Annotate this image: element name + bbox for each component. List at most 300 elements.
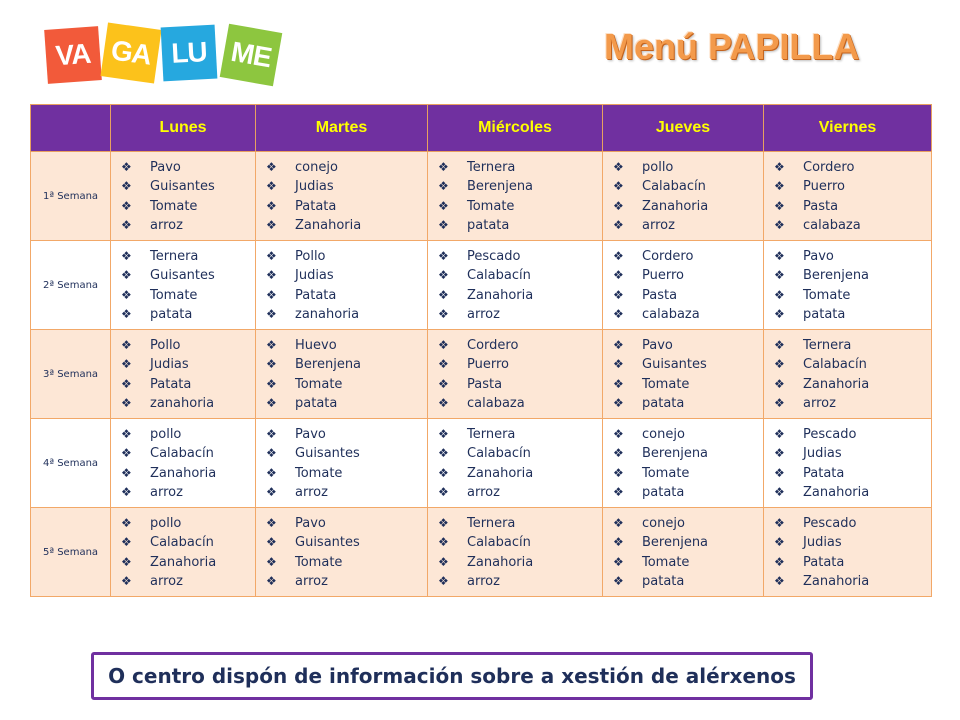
list-item (438, 375, 602, 394)
food-item-label: Tomate (150, 198, 198, 214)
four-diamond-bullet-icon: ❖ (774, 268, 785, 283)
list-item (774, 514, 931, 533)
four-diamond-bullet-icon: ❖ (613, 268, 624, 283)
four-diamond-bullet-icon: ❖ (774, 249, 785, 263)
food-item-label: Calabacín (150, 535, 214, 551)
week-label: 5ª Semana (31, 508, 111, 597)
list-item (438, 305, 602, 324)
list-item (266, 305, 427, 324)
list-item (438, 158, 602, 177)
four-diamond-bullet-icon: ❖ (438, 485, 449, 500)
list-item (613, 425, 763, 444)
list-item (613, 177, 763, 196)
four-diamond-bullet-icon: ❖ (266, 357, 277, 372)
list-item (774, 158, 931, 177)
list-item (121, 336, 255, 355)
food-list (613, 425, 763, 503)
food-item-label: Tomate (295, 465, 343, 481)
food-item-label: Zanahoria (803, 574, 870, 590)
four-diamond-bullet-icon: ❖ (774, 485, 785, 500)
food-item-label: Puerro (467, 357, 509, 373)
menu-cell (603, 419, 764, 508)
food-item-label: conejo (295, 160, 338, 175)
four-diamond-bullet-icon: ❖ (613, 338, 624, 352)
four-diamond-bullet-icon: ❖ (613, 427, 624, 441)
menu-cell (111, 241, 256, 330)
list-item (774, 197, 931, 216)
list-item (121, 247, 255, 266)
list-item (266, 158, 427, 177)
food-list (774, 425, 931, 503)
food-item-label: Guisantes (295, 446, 360, 462)
food-item-label: arroz (295, 485, 328, 501)
four-diamond-bullet-icon: ❖ (438, 268, 449, 283)
list-item (613, 444, 763, 463)
food-list (774, 247, 931, 325)
four-diamond-bullet-icon: ❖ (613, 160, 624, 174)
list-item (266, 216, 427, 235)
food-item-label: Pasta (467, 376, 503, 392)
list-item (121, 355, 255, 374)
food-item-label: Ternera (467, 160, 516, 175)
food-item-label: Pasta (642, 287, 678, 303)
food-list (266, 158, 427, 236)
four-diamond-bullet-icon: ❖ (121, 485, 132, 500)
food-list (613, 247, 763, 325)
food-list (266, 514, 427, 592)
four-diamond-bullet-icon: ❖ (121, 446, 132, 461)
list-item (266, 286, 427, 305)
list-item (613, 572, 763, 591)
list-item (121, 444, 255, 463)
food-list (774, 158, 931, 236)
four-diamond-bullet-icon: ❖ (266, 535, 277, 550)
four-diamond-bullet-icon: ❖ (774, 446, 785, 461)
list-item (774, 266, 931, 285)
food-item-label: pollo (150, 516, 182, 531)
logo-tile: GA (101, 23, 162, 84)
list-item (121, 197, 255, 216)
list-item (438, 177, 602, 196)
four-diamond-bullet-icon: ❖ (438, 198, 449, 213)
list-item (121, 177, 255, 196)
list-item (774, 336, 931, 355)
four-diamond-bullet-icon: ❖ (613, 307, 624, 322)
list-item (613, 394, 763, 413)
food-item-label: calabaza (467, 396, 525, 412)
four-diamond-bullet-icon: ❖ (121, 427, 132, 441)
food-item-label: Judias (150, 357, 189, 373)
list-item (266, 553, 427, 572)
list-item (121, 394, 255, 413)
list-item (774, 394, 931, 413)
food-list (438, 336, 602, 414)
list-item (438, 336, 602, 355)
food-item-label: Berenjena (642, 446, 709, 462)
food-item-label: Ternera (803, 338, 852, 353)
food-item-label: Pollo (150, 338, 181, 353)
food-item-label: Pavo (295, 516, 326, 531)
list-item (266, 394, 427, 413)
four-diamond-bullet-icon: ❖ (266, 465, 277, 480)
list-item (438, 444, 602, 463)
list-item (774, 553, 931, 572)
list-item (613, 305, 763, 324)
food-item-label: Calabacín (150, 446, 214, 462)
food-list (774, 336, 931, 414)
menu-table (30, 104, 932, 597)
four-diamond-bullet-icon: ❖ (774, 427, 785, 441)
four-diamond-bullet-icon: ❖ (613, 535, 624, 550)
table-row (31, 330, 932, 419)
food-item-label: Guisantes (642, 357, 707, 373)
list-item (121, 216, 255, 235)
list-item (121, 483, 255, 502)
menu-cell (111, 152, 256, 241)
four-diamond-bullet-icon: ❖ (266, 427, 277, 441)
food-item-label: Zanahoria (467, 287, 534, 303)
list-item (121, 553, 255, 572)
four-diamond-bullet-icon: ❖ (613, 376, 624, 391)
list-item (266, 464, 427, 483)
table-row (31, 419, 932, 508)
four-diamond-bullet-icon: ❖ (121, 535, 132, 550)
list-item (438, 483, 602, 502)
four-diamond-bullet-icon: ❖ (774, 198, 785, 213)
food-item-label: Ternera (467, 427, 516, 442)
food-item-label: Tomate (467, 198, 515, 214)
list-item (613, 247, 763, 266)
four-diamond-bullet-icon: ❖ (438, 535, 449, 550)
list-item (438, 533, 602, 552)
food-item-label: Zanahoria (295, 218, 362, 234)
allergen-notice-text: O centro dispón de información sobre a xestión de alérxenos (108, 664, 796, 688)
table-header-row (31, 105, 932, 152)
food-list (266, 247, 427, 325)
food-item-label: Judias (295, 179, 334, 195)
food-list (121, 247, 255, 325)
menu-cell (256, 419, 428, 508)
list-item (121, 305, 255, 324)
menu-cell (256, 330, 428, 419)
four-diamond-bullet-icon: ❖ (121, 287, 132, 302)
food-item-label: Judias (803, 446, 842, 462)
four-diamond-bullet-icon: ❖ (774, 287, 785, 302)
four-diamond-bullet-icon: ❖ (266, 218, 277, 233)
four-diamond-bullet-icon: ❖ (438, 376, 449, 391)
food-list (438, 158, 602, 236)
food-list (774, 514, 931, 592)
list-item (438, 553, 602, 572)
food-list (438, 247, 602, 325)
food-item-label: Judias (295, 268, 334, 284)
food-item-label: Calabacín (467, 535, 531, 551)
four-diamond-bullet-icon: ❖ (438, 249, 449, 263)
four-diamond-bullet-icon: ❖ (266, 179, 277, 194)
four-diamond-bullet-icon: ❖ (613, 249, 624, 263)
food-item-label: Zanahoria (642, 198, 709, 214)
food-item-label: Guisantes (295, 535, 360, 551)
list-item (774, 572, 931, 591)
four-diamond-bullet-icon: ❖ (438, 465, 449, 480)
food-item-label: Calabacín (642, 179, 706, 195)
list-item (121, 375, 255, 394)
list-item (613, 553, 763, 572)
list-item (266, 444, 427, 463)
list-item (774, 286, 931, 305)
list-item (613, 483, 763, 502)
food-item-label: Zanahoria (803, 376, 870, 392)
food-item-label: Cordero (803, 160, 855, 175)
four-diamond-bullet-icon: ❖ (613, 446, 624, 461)
four-diamond-bullet-icon: ❖ (121, 198, 132, 213)
allergen-notice (91, 652, 813, 700)
week-label: 4ª Semana (31, 419, 111, 508)
four-diamond-bullet-icon: ❖ (438, 554, 449, 569)
food-item-label: Cordero (642, 249, 694, 264)
list-item (266, 533, 427, 552)
four-diamond-bullet-icon: ❖ (121, 338, 132, 352)
list-item (266, 336, 427, 355)
four-diamond-bullet-icon: ❖ (438, 307, 449, 322)
week-label: 2ª Semana (31, 241, 111, 330)
table-row (31, 508, 932, 597)
column-header-empty (31, 105, 111, 152)
logo-tile: ME (220, 24, 283, 87)
four-diamond-bullet-icon: ❖ (266, 485, 277, 500)
list-item (774, 177, 931, 196)
four-diamond-bullet-icon: ❖ (438, 516, 449, 530)
list-item (438, 247, 602, 266)
list-item (774, 216, 931, 235)
list-item (438, 425, 602, 444)
list-item (266, 572, 427, 591)
list-item (266, 514, 427, 533)
food-item-label: arroz (467, 485, 500, 501)
four-diamond-bullet-icon: ❖ (774, 535, 785, 550)
food-item-label: patata (150, 307, 193, 323)
four-diamond-bullet-icon: ❖ (774, 396, 785, 411)
food-item-label: patata (803, 307, 846, 323)
four-diamond-bullet-icon: ❖ (613, 396, 624, 411)
list-item (121, 514, 255, 533)
list-item (121, 158, 255, 177)
four-diamond-bullet-icon: ❖ (266, 446, 277, 461)
food-item-label: Berenjena (467, 179, 534, 195)
four-diamond-bullet-icon: ❖ (613, 287, 624, 302)
food-item-label: Guisantes (150, 179, 215, 195)
logo-tile: VA (44, 26, 102, 84)
list-item (266, 247, 427, 266)
food-list (438, 425, 602, 503)
list-item (438, 355, 602, 374)
food-item-label: Berenjena (295, 357, 362, 373)
food-item-label: Pollo (295, 249, 326, 264)
four-diamond-bullet-icon: ❖ (774, 357, 785, 372)
week-label: 1ª Semana (31, 152, 111, 241)
food-item-label: Zanahoria (467, 554, 534, 570)
food-item-label: Patata (803, 465, 845, 481)
four-diamond-bullet-icon: ❖ (266, 396, 277, 411)
food-item-label: calabaza (803, 218, 861, 234)
four-diamond-bullet-icon: ❖ (774, 554, 785, 569)
column-header-jueves: Jueves (603, 105, 764, 152)
food-item-label: Patata (803, 554, 845, 570)
food-item-label: arroz (803, 396, 836, 412)
food-item-label: Berenjena (642, 535, 709, 551)
four-diamond-bullet-icon: ❖ (266, 554, 277, 569)
four-diamond-bullet-icon: ❖ (613, 218, 624, 233)
food-list (121, 425, 255, 503)
menu-cell (764, 419, 932, 508)
four-diamond-bullet-icon: ❖ (774, 516, 785, 530)
four-diamond-bullet-icon: ❖ (121, 249, 132, 263)
list-item (438, 197, 602, 216)
four-diamond-bullet-icon: ❖ (774, 574, 785, 589)
food-item-label: Tomate (295, 376, 343, 392)
list-item (266, 483, 427, 502)
food-item-label: arroz (642, 218, 675, 234)
four-diamond-bullet-icon: ❖ (774, 218, 785, 233)
food-item-label: Ternera (150, 249, 199, 264)
food-item-label: Judias (803, 535, 842, 551)
four-diamond-bullet-icon: ❖ (438, 446, 449, 461)
list-item (438, 514, 602, 533)
list-item (613, 158, 763, 177)
food-item-label: Zanahoria (467, 465, 534, 481)
list-item (613, 197, 763, 216)
food-item-label: Pavo (642, 338, 673, 353)
menu-cell (256, 152, 428, 241)
column-header-martes: Martes (256, 105, 428, 152)
food-item-label: Tomate (295, 554, 343, 570)
four-diamond-bullet-icon: ❖ (613, 357, 624, 372)
menu-cell (764, 330, 932, 419)
food-item-label: Patata (150, 376, 192, 392)
four-diamond-bullet-icon: ❖ (266, 160, 277, 174)
food-list (438, 514, 602, 592)
list-item (121, 572, 255, 591)
food-list (121, 514, 255, 592)
four-diamond-bullet-icon: ❖ (266, 198, 277, 213)
food-item-label: zanahoria (150, 396, 215, 412)
four-diamond-bullet-icon: ❖ (266, 574, 277, 589)
four-diamond-bullet-icon: ❖ (121, 179, 132, 194)
list-item (613, 464, 763, 483)
four-diamond-bullet-icon: ❖ (438, 427, 449, 441)
list-item (774, 483, 931, 502)
food-item-label: Ternera (467, 516, 516, 531)
menu-cell (603, 241, 764, 330)
four-diamond-bullet-icon: ❖ (266, 376, 277, 391)
list-item (121, 464, 255, 483)
four-diamond-bullet-icon: ❖ (774, 465, 785, 480)
list-item (774, 533, 931, 552)
four-diamond-bullet-icon: ❖ (266, 287, 277, 302)
four-diamond-bullet-icon: ❖ (774, 307, 785, 322)
four-diamond-bullet-icon: ❖ (613, 516, 624, 530)
list-item (774, 355, 931, 374)
food-item-label: Tomate (150, 287, 198, 303)
four-diamond-bullet-icon: ❖ (438, 160, 449, 174)
list-item (438, 464, 602, 483)
list-item (266, 266, 427, 285)
list-item (438, 216, 602, 235)
four-diamond-bullet-icon: ❖ (266, 268, 277, 283)
food-item-label: pollo (150, 427, 182, 442)
four-diamond-bullet-icon: ❖ (774, 160, 785, 174)
food-item-label: arroz (150, 485, 183, 501)
four-diamond-bullet-icon: ❖ (266, 307, 277, 322)
four-diamond-bullet-icon: ❖ (613, 465, 624, 480)
four-diamond-bullet-icon: ❖ (121, 554, 132, 569)
list-item (613, 286, 763, 305)
food-item-label: patata (642, 396, 685, 412)
menu-cell (111, 508, 256, 597)
food-item-label: Tomate (803, 287, 851, 303)
four-diamond-bullet-icon: ❖ (438, 179, 449, 194)
food-item-label: Huevo (295, 338, 337, 353)
food-item-label: calabaza (642, 307, 700, 323)
food-list (613, 158, 763, 236)
food-item-label: arroz (467, 574, 500, 590)
food-list (266, 425, 427, 503)
list-item (613, 336, 763, 355)
food-item-label: Pavo (150, 160, 181, 175)
menu-cell (428, 508, 603, 597)
food-item-label: Tomate (642, 465, 690, 481)
four-diamond-bullet-icon: ❖ (121, 357, 132, 372)
menu-cell (764, 508, 932, 597)
list-item (613, 533, 763, 552)
list-item (613, 216, 763, 235)
list-item (774, 247, 931, 266)
vagalume-logo (46, 22, 286, 88)
food-item-label: conejo (642, 516, 685, 531)
four-diamond-bullet-icon: ❖ (613, 485, 624, 500)
food-item-label: Calabacín (467, 446, 531, 462)
food-item-label: Zanahoria (803, 485, 870, 501)
menu-cell (111, 330, 256, 419)
week-label: 3ª Semana (31, 330, 111, 419)
menu-cell (256, 241, 428, 330)
menu-cell (603, 152, 764, 241)
food-item-label: Berenjena (803, 268, 870, 284)
food-item-label: arroz (150, 574, 183, 590)
four-diamond-bullet-icon: ❖ (613, 198, 624, 213)
four-diamond-bullet-icon: ❖ (121, 218, 132, 233)
four-diamond-bullet-icon: ❖ (121, 396, 132, 411)
food-item-label: Pavo (803, 249, 834, 264)
list-item (613, 355, 763, 374)
food-list (121, 336, 255, 414)
menu-cell (256, 508, 428, 597)
four-diamond-bullet-icon: ❖ (438, 218, 449, 233)
four-diamond-bullet-icon: ❖ (438, 357, 449, 372)
food-item-label: Cordero (467, 338, 519, 353)
food-item-label: zanahoria (295, 307, 360, 323)
food-item-label: arroz (150, 218, 183, 234)
logo-tile: LU (161, 25, 218, 82)
list-item (613, 266, 763, 285)
four-diamond-bullet-icon: ❖ (121, 268, 132, 283)
four-diamond-bullet-icon: ❖ (266, 516, 277, 530)
four-diamond-bullet-icon: ❖ (121, 516, 132, 530)
four-diamond-bullet-icon: ❖ (438, 396, 449, 411)
food-item-label: pollo (642, 160, 674, 175)
page-title: Menú PAPILLA (604, 26, 860, 67)
four-diamond-bullet-icon: ❖ (438, 574, 449, 589)
